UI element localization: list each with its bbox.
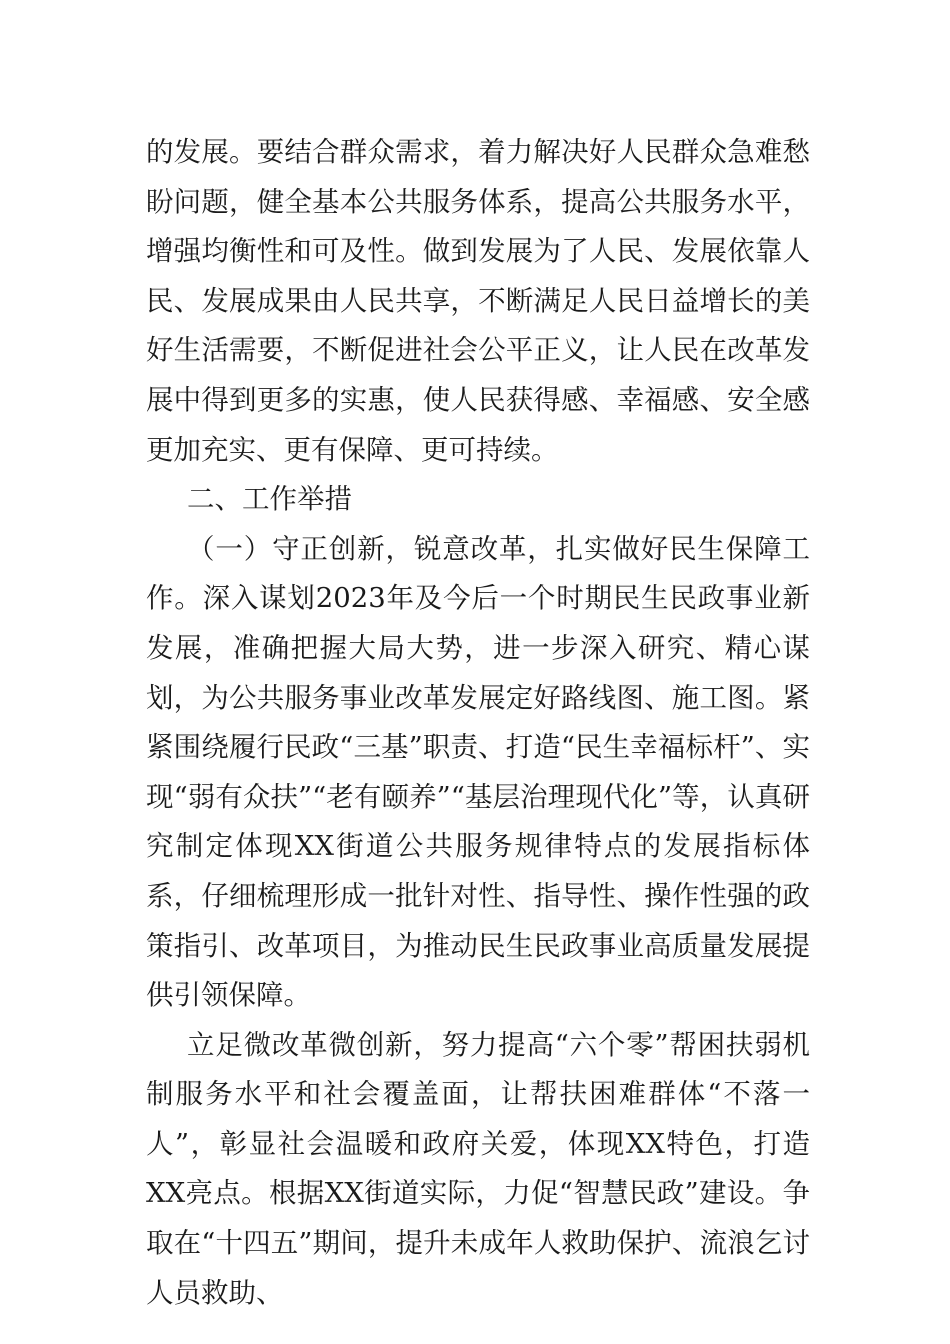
paragraph-continuation: 的发展。要结合群众需求，着力解决好人民群众急难愁盼问题，健全基本公共服务体系，提高公共服务水平，增强均衡性和可及性。做到发展为了人民、发展依靠人民、发展成果由人民共享，不断满足人民日益增长的美好生活需要，不断促进社会公平正义，让人民在改革发展中得到更多的实惠，使人民获得感、幸福感、安全感更加充实、更有保障、更可持续。 (146, 136, 810, 466)
section-heading-work-measures: 二、工作举措 (187, 483, 352, 516)
paragraph-subsection-one: （一）守正创新，锐意改革，扎实做好民生保障工作。深入谋划2023年及今后一个时期民生民政事业新发展，准确把握大局大势，进一步深入研究、精心谋划，为公共服务事业改革发展定好路线图、施工图。紧紧围绕履行民政“三基”职责、打造“民生幸福标杆”、实现“弱有众扶”“老有颐养”“基层治理现代化”等，认真研究制定体现XX街道公共服务规律特点的发展指标体系，仔细梳理形成一批针对性、指导性、操作性强的政策指引、改革项目，为推动民生民政事业高质量发展提供引领保障。 (146, 532, 810, 1012)
paragraph-micro-reform: 立足微改革微创新，努力提高“六个零”帮困扶弱机制服务水平和社会覆盖面，让帮扶困难群体“不落一人”，彰显社会温暖和政府关爱，体现XX特色，打造XX亮点。根据XX街道实际，力促“智慧民政”建设。争取在“十四五”期间，提升未成年人救助保护、流浪乞讨人员救助、 (146, 1028, 810, 1309)
document-page (146, 128, 810, 1318)
